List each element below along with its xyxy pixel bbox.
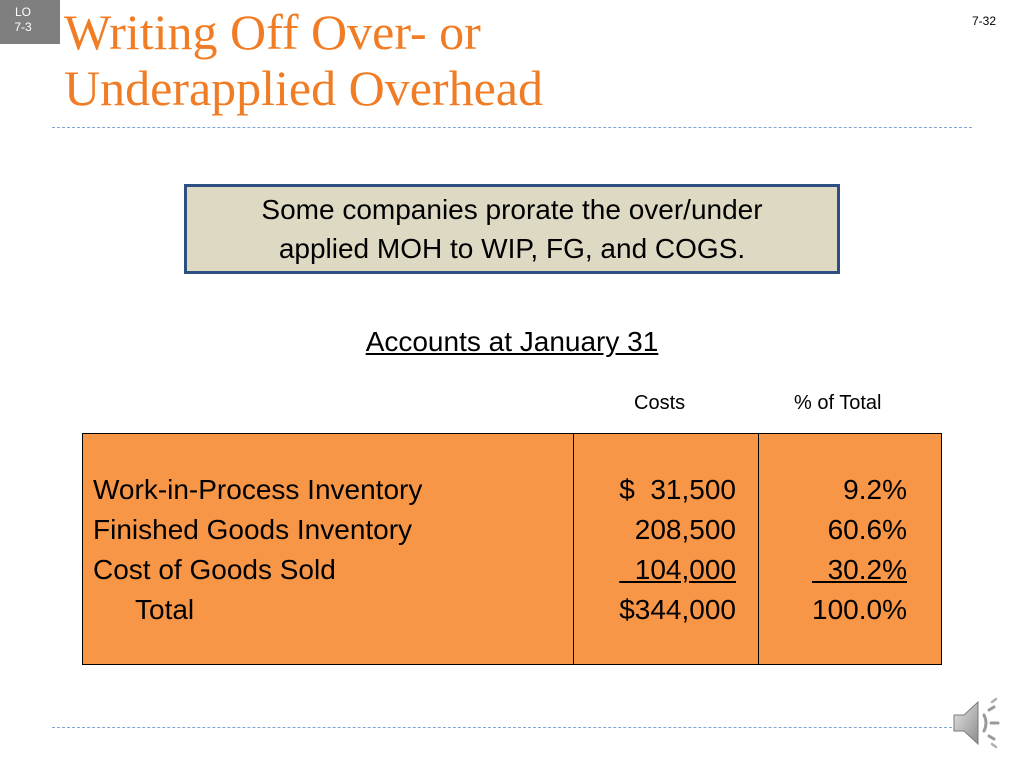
- page-number: 7-32: [971, 14, 996, 28]
- row-percent: 60.6%: [827, 514, 907, 545]
- row-cost: $344,000: [619, 594, 736, 625]
- learning-objective-badge: [0, 0, 60, 44]
- table-row: [83, 470, 941, 510]
- accounts-heading-text: Accounts at January 31: [365, 326, 659, 357]
- row-cost: 104,000: [619, 554, 736, 585]
- footer-divider: [52, 727, 972, 728]
- callout-text: [261, 190, 762, 268]
- speaker-icon[interactable]: [950, 696, 1006, 750]
- row-cost: $ 31,500: [619, 474, 736, 505]
- title-divider: [52, 127, 972, 128]
- table-row-total: [83, 590, 941, 630]
- row-cost: 208,500: [634, 514, 736, 545]
- row-label: Work-in-Process Inventory: [93, 474, 423, 505]
- slide-title-line2: Underapplied Overhead: [64, 60, 543, 116]
- accounts-heading: [0, 326, 1024, 358]
- speaker-icon-graphic: [950, 696, 1006, 750]
- callout-box: [184, 184, 840, 274]
- slide-title-line1: Writing Off Over- or: [64, 4, 481, 60]
- row-label: Total: [135, 594, 195, 625]
- lo-badge-line1: LO: [14, 5, 31, 19]
- callout-line2: applied MOH to WIP, FG, and COGS.: [278, 233, 746, 264]
- row-label: Finished Goods Inventory: [93, 514, 413, 545]
- callout-line1: Some companies prorate the over/under: [261, 194, 763, 225]
- table-row: [83, 510, 941, 550]
- row-percent: 30.2%: [812, 554, 907, 585]
- slide-title: [64, 4, 543, 116]
- column-header-percent: % of Total: [794, 392, 882, 414]
- row-percent: 100.0%: [812, 594, 907, 625]
- column-header-costs: Costs: [634, 392, 686, 414]
- lo-badge-line2: 7-3: [14, 20, 32, 34]
- accounts-table: [82, 433, 942, 665]
- row-percent: 9.2%: [843, 474, 907, 505]
- table-row: [83, 550, 941, 590]
- row-label: Cost of Goods Sold: [93, 554, 336, 585]
